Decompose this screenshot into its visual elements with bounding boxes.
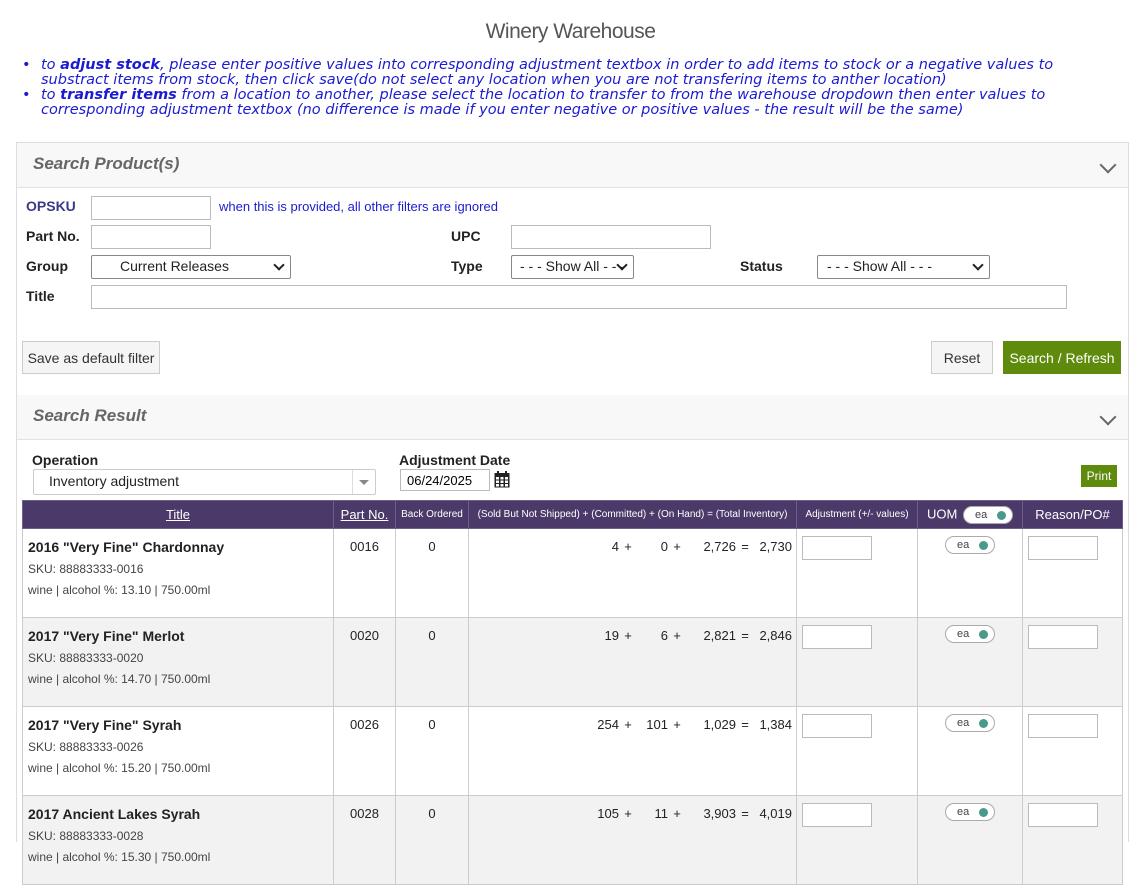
part-number: 0020 <box>334 618 396 707</box>
sold-not-shipped: 19 <box>604 628 619 643</box>
reason-input[interactable] <box>1028 714 1098 738</box>
title-label: Title <box>26 288 55 304</box>
adjustment-input[interactable] <box>802 714 872 738</box>
table-row <box>23 707 1123 796</box>
table-header-row <box>23 501 1123 529</box>
operation-label: Operation <box>32 452 99 468</box>
status-label: Status <box>740 258 783 274</box>
reason-input[interactable] <box>1028 536 1098 560</box>
part-number: 0026 <box>334 707 396 796</box>
on-hand: 2,821 <box>703 628 736 643</box>
page-title: Winery Warehouse <box>485 20 656 43</box>
uom-column-header: UOM ea <box>918 501 1023 529</box>
chevron-down-icon[interactable] <box>1100 409 1117 426</box>
on-hand: 2,726 <box>703 539 736 554</box>
total-inventory: 1,384 <box>759 717 792 732</box>
instructions-list <box>22 58 1122 118</box>
committed: 6 <box>660 628 668 643</box>
committed: 11 <box>654 806 668 821</box>
sold-not-shipped: 254 <box>597 717 619 732</box>
caret-down-icon <box>352 470 375 494</box>
back-ordered-value: 0 <box>396 707 469 796</box>
adjustment-column-header: Adjustment (+/- values) <box>797 501 918 529</box>
opsku-input[interactable] <box>91 196 211 220</box>
product-sku: SKU: 88883333-0028 <box>28 829 144 843</box>
adjustment-date-label: Adjustment Date <box>399 452 511 468</box>
operation-select[interactable]: Inventory adjustment <box>33 469 376 495</box>
inventory-values: 254 + 101 + 1,029 = 1,384 <box>469 707 797 796</box>
reason-input[interactable] <box>1028 625 1098 649</box>
chevron-down-icon <box>273 259 284 270</box>
upc-label: UPC <box>451 228 481 244</box>
inventory-table <box>22 500 1123 885</box>
product-title: 2017 Ancient Lakes Syrah <box>28 806 201 822</box>
back-ordered-column-header: Back Ordered <box>396 501 469 529</box>
partno-label: Part No. <box>26 228 80 244</box>
type-select[interactable]: - - - Show All - - - <box>511 255 634 279</box>
search-panel-header[interactable] <box>17 143 1128 188</box>
uom-toggle[interactable]: ea <box>945 625 995 643</box>
sold-not-shipped: 4 <box>611 539 619 554</box>
title-column-header[interactable]: Title <box>23 501 334 529</box>
on-hand: 3,903 <box>703 806 736 821</box>
committed: 0 <box>660 539 668 554</box>
on-hand: 1,029 <box>703 717 736 732</box>
opsku-hint: when this is provided, all other filters are ignored <box>219 199 498 214</box>
type-label: Type <box>451 258 483 274</box>
part-number: 0028 <box>334 796 396 885</box>
product-title: 2017 "Very Fine" Syrah <box>28 717 182 733</box>
inventory-values: 105 + 11 + 3,903 = 4,019 <box>469 796 797 885</box>
opsku-label: OPSKU <box>26 198 76 214</box>
product-info: wine | alcohol %: 15.20 | 750.00ml <box>28 761 211 775</box>
product-info: wine | alcohol %: 13.10 | 750.00ml <box>28 583 211 597</box>
partno-column-header[interactable]: Part No. <box>334 501 396 529</box>
product-sku: SKU: 88883333-0016 <box>28 562 144 576</box>
back-ordered-value: 0 <box>396 529 469 618</box>
table-row <box>23 618 1123 707</box>
table-row <box>23 529 1123 618</box>
instruction-adjust-stock: • to adjust stock, please enter positive values into corresponding adjustment textbox in order to add items to stock or a negative values to substract items from stock, then click save(do not select any location when you are not transfering items to anther location) <box>22 58 1122 88</box>
uom-toggle[interactable]: ea <box>945 803 995 821</box>
product-sku: SKU: 88883333-0020 <box>28 651 144 665</box>
product-sku: SKU: 88883333-0026 <box>28 740 144 754</box>
status-select[interactable]: - - - Show All - - - <box>817 255 990 279</box>
search-panel <box>16 142 1129 396</box>
total-inventory: 2,846 <box>759 628 792 643</box>
instruction-keyword: transfer items <box>60 87 177 103</box>
upc-input[interactable] <box>511 225 711 249</box>
instruction-keyword: adjust stock <box>60 57 161 73</box>
title-input[interactable] <box>91 285 1067 309</box>
group-select[interactable]: Current Releases <box>91 255 291 279</box>
save-default-filter-button[interactable]: Save as default filter <box>22 341 160 374</box>
result-panel-title: Search Result <box>33 406 147 425</box>
print-button[interactable]: Print <box>1081 465 1117 487</box>
total-inventory: 2,730 <box>759 539 792 554</box>
chevron-down-icon <box>972 259 983 270</box>
back-ordered-value: 0 <box>396 796 469 885</box>
product-info: wine | alcohol %: 14.70 | 750.00ml <box>28 672 211 686</box>
adjustment-input[interactable] <box>802 625 872 649</box>
product-title: 2016 "Very Fine" Chardonnay <box>28 539 225 555</box>
inventory-column-header: (Sold But Not Shipped) + (Committed) + (On Hand) = (Total Inventory) <box>469 501 797 529</box>
part-number: 0016 <box>334 529 396 618</box>
committed: 101 <box>646 717 668 732</box>
inventory-values: 4 + 0 + 2,726 = 2,730 <box>469 529 797 618</box>
adjustment-input[interactable] <box>802 803 872 827</box>
calendar-icon[interactable] <box>494 471 510 488</box>
search-panel-title: Search Product(s) <box>33 154 180 173</box>
reason-input[interactable] <box>1028 803 1098 827</box>
partno-input[interactable] <box>91 225 211 249</box>
inventory-values: 19 + 6 + 2,821 = 2,846 <box>469 618 797 707</box>
uom-toggle[interactable]: ea <box>945 536 995 554</box>
product-info: wine | alcohol %: 15.30 | 750.00ml <box>28 850 211 864</box>
back-ordered-value: 0 <box>396 618 469 707</box>
search-refresh-button[interactable]: Search / Refresh <box>1003 341 1121 374</box>
uom-toggle-all[interactable]: ea <box>963 506 1013 524</box>
reason-column-header: Reason/PO# <box>1023 501 1123 529</box>
group-label: Group <box>26 258 68 274</box>
product-title: 2017 "Very Fine" Merlot <box>28 628 185 644</box>
adjustment-date-input[interactable] <box>400 469 490 491</box>
adjustment-input[interactable] <box>802 536 872 560</box>
reset-button[interactable]: Reset <box>931 341 993 374</box>
sold-not-shipped: 105 <box>597 806 619 821</box>
table-row <box>23 796 1123 885</box>
total-inventory: 4,019 <box>759 806 792 821</box>
chevron-down-icon[interactable] <box>1100 157 1117 174</box>
instruction-transfer-items: • to transfer items from a location to another, please select the location to transfer to from the warehouse dropdown then enter values to corresponding adjustment textbox (no difference is made if you enter negative or positive values - the result will be the same) <box>22 88 1122 118</box>
result-panel-header[interactable] <box>17 395 1128 440</box>
uom-toggle[interactable]: ea <box>945 714 995 732</box>
